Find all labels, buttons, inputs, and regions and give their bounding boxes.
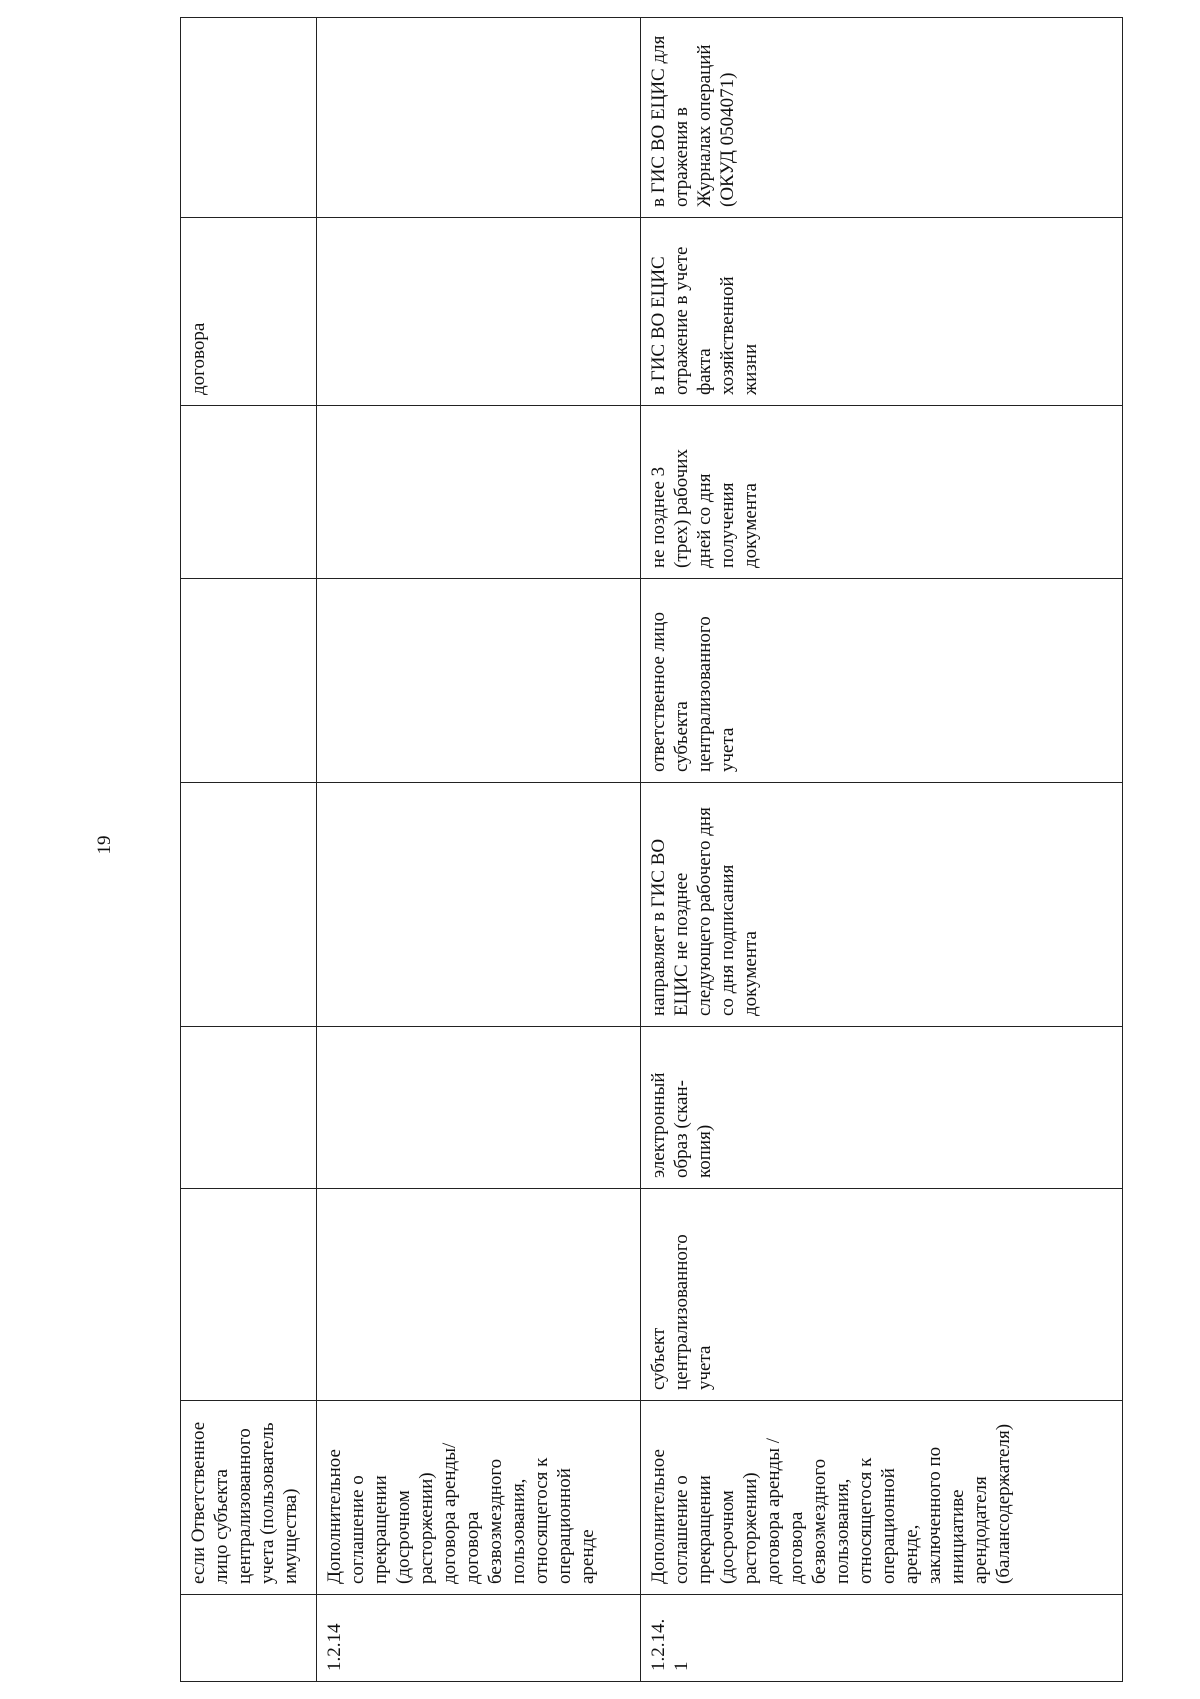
rotated-table-wrapper xyxy=(180,18,1122,1682)
cell-number xyxy=(181,1595,317,1682)
cell-document: Дополнительное соглашение о прекращении (досрочном расторжении) договора аренды/ договора безвозмездного пользования, относящегося к операционной аренде xyxy=(317,1401,641,1595)
table-row xyxy=(317,18,641,1682)
cell-responsible: ответственное лицо субъекта централизованного учета xyxy=(641,579,1123,783)
cell-submission-term: направляет в ГИС ВО ЕЦИС не позднее следующего рабочего дня со дня подписания документа xyxy=(641,783,1123,1027)
cell-originator xyxy=(317,1189,641,1401)
cell-submission-term xyxy=(181,783,317,1027)
cell-number: 1.2.14 xyxy=(317,1595,641,1682)
cell-originator: субъект централизованного учета xyxy=(641,1189,1123,1401)
document-table xyxy=(180,17,1123,1682)
cell-reflection: в ГИС ВО ЕЦИС отражение в учете факта хозяйственной жизни xyxy=(641,218,1123,406)
cell-journal: в ГИС ВО ЕЦИС для отражения в Журналах операций (ОКУД 0504071) xyxy=(641,18,1123,218)
cell-format: электронный образ (скан-копия) xyxy=(641,1027,1123,1189)
cell-format xyxy=(181,1027,317,1189)
page-number: 19 xyxy=(94,835,115,855)
cell-reflection xyxy=(317,218,641,406)
cell-originator xyxy=(181,1189,317,1401)
table-row xyxy=(641,18,1123,1682)
cell-submission-term xyxy=(317,783,641,1027)
cell-processing-term xyxy=(181,406,317,579)
cell-responsible xyxy=(317,579,641,783)
cell-document: если Ответственное лицо субъекта централизованного учета (пользователь имущества) xyxy=(181,1401,317,1595)
cell-journal xyxy=(317,18,641,218)
cell-responsible xyxy=(181,579,317,783)
cell-number: 1.2.14. 1 xyxy=(641,1595,1123,1682)
cell-reflection: договора xyxy=(181,218,317,406)
table-row xyxy=(181,18,317,1682)
cell-document: Дополнительное соглашение о прекращении (досрочном расторжении) договора аренды / договора безвозмездного пользования, относящегося к операционной аренде, заключенного по инициативе арендодателя (балансодержателя) xyxy=(641,1401,1123,1595)
cell-processing-term: не позднее 3 (трех) рабочих дней со дня получения документа xyxy=(641,406,1123,579)
cell-journal xyxy=(181,18,317,218)
cell-processing-term xyxy=(317,406,641,579)
cell-format xyxy=(317,1027,641,1189)
